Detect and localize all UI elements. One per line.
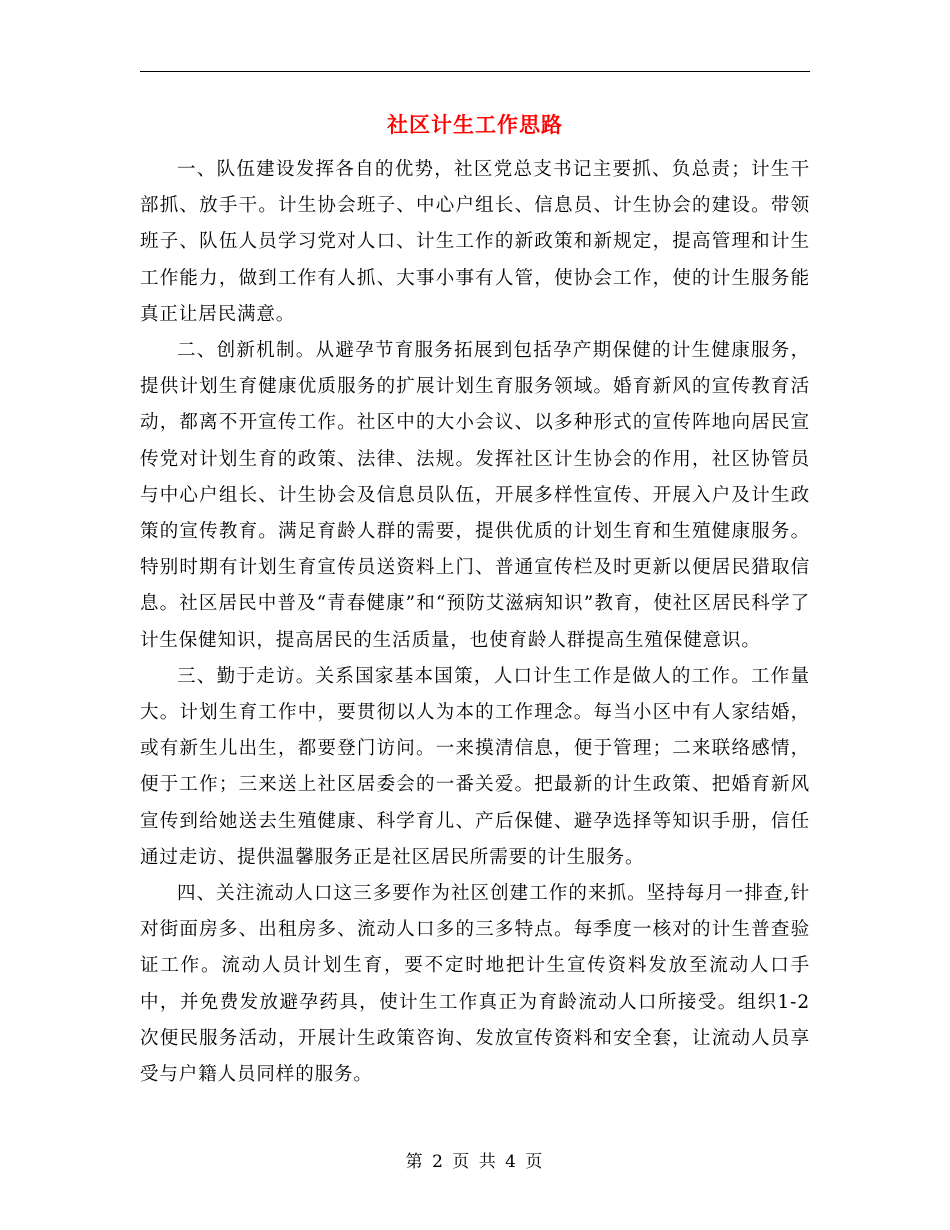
document-body [140, 152, 810, 1093]
paragraph-3: 三、勤于走访。关系国家基本国策，人口计生工作是做人的工作。工作量大。计划生育工作中，要贯彻以人为本的工作理念。每当小区中有人家结婚，或有新生儿出生，都要登门访问。一来摸清信息，便于管理；二来联络感情，便于工作；三来送上社区居委会的一番关爱。把最新的计生政策、把婚育新风宣传到给她送去生殖健康、科学育儿、产后保健、避孕选择等知识手册，信任通过走访、提供温馨服务正是社区居民所需要的计生服务。 [140, 665, 810, 868]
paragraph-4: 四、关注流动人口这三多要作为社区创建工作的来抓。坚持每月一排查,针对街面房多、出租房多、流动人口多的三多特点。每季度一核对的计生普查验证工作。流动人员计划生育，要不定时地把计生宣传资料发放至流动人口手中，并免费发放避孕药具，使计生工作真正为育龄流动人口所接受。组织1-2次便民服务活动，开展计生政策咨询、发放宣传资料和安全套，让流动人员享受与户籍人员同样的服务。 [140, 883, 810, 1086]
document-title: 社区计生工作思路 [387, 112, 563, 137]
paragraph-2: 二、创新机制。从避孕节育服务拓展到包括孕产期保健的计生健康服务，提供计划生育健康优质服务的扩展计划生育服务领域。婚育新风的宣传教育活动，都离不开宣传工作。社区中的大小会议、以多种形式的宣传阵地向居民宣传党对计划生育的政策、法律、法规。发挥社区计生协会的作用，社区协管员与中心户组长、计生协会及信息员队伍，开展多样性宣传、开展入户及计生政策的宣传教育。满足育龄人群的需要，提供优质的计划生育和生殖健康服务。特别时期有计划生育宣传员送资料上门、普通宣传栏及时更新以便居民猎取信息。社区居民中普及“青春健康”和“预防艾滋病知识”教育，使社区居民科学了计生保健知识，提高居民的生活质量，也使育龄人群提高生殖保健意识。 [140, 340, 810, 651]
header-rule [140, 71, 810, 72]
page-number: 第 2 页 共 4 页 [405, 1152, 545, 1172]
paragraph-1: 一、队伍建设发挥各自的优势，社区党总支书记主要抓、负总责；计生干部抓、放手干。计生协会班子、中心户组长、信息员、计生协会的建设。带领班子、队伍人员学习党对人口、计生工作的新政策和新规定，提高管理和计生工作能力，做到工作有人抓、大事小事有人管，使协会工作，使的计生服务能真正让居民满意。 [140, 159, 810, 325]
